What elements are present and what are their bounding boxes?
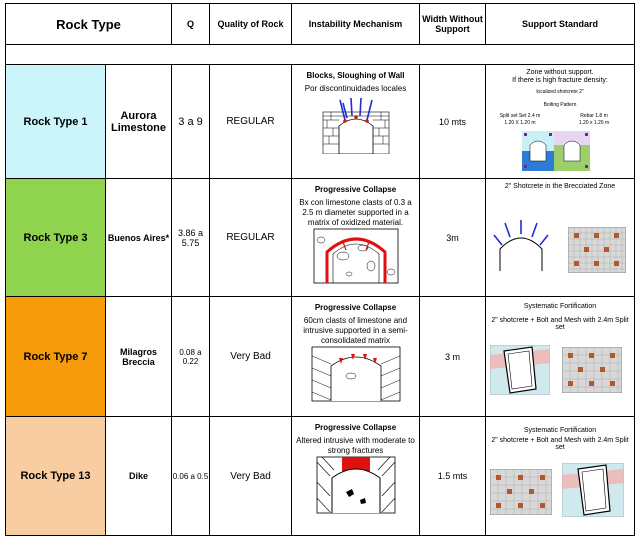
- support-cell: [486, 179, 635, 297]
- support-cell: [486, 297, 635, 417]
- block-sloughing-sketch: [321, 94, 391, 154]
- mechanism-description: Bx con limestone clasts of 0.3 a 2.5 m diameter supported in a matrix of oxidized material.: [299, 198, 412, 227]
- shotcrete-arch-sketch: [490, 219, 552, 271]
- q-cell: 3 a 9: [172, 65, 210, 179]
- support-line: 2" shotcrete + Bolt and Mesh with 2.4m Split set: [491, 437, 629, 451]
- rock-support-table: [5, 3, 635, 65]
- header-mechanism: Instability Mechanism: [292, 4, 420, 45]
- mesh-pattern-sketch: [568, 227, 626, 273]
- rock-name-cell: Buenos Aires*: [106, 179, 172, 297]
- mechanism-description: Altered intrusive with moderate to strong fractures: [296, 436, 415, 455]
- fractured-intrusive-sketch: [316, 456, 396, 514]
- split-set-spacing: 1.20 X 1.20 m: [504, 120, 536, 126]
- support-cell: [486, 417, 635, 536]
- rock-type-cell: Rock Type 3: [6, 179, 106, 297]
- quality-cell: REGULAR: [210, 65, 292, 179]
- header-row: [6, 4, 635, 45]
- split-set-label: Split set Set 2.4 m: [499, 113, 541, 119]
- semi-consolidated-collapse-sketch: [311, 346, 401, 402]
- support-line: Zone without support.: [526, 69, 594, 76]
- mesh-pattern-sketch: [490, 469, 552, 515]
- bolting-pattern-sketch: [522, 131, 590, 171]
- mechanism-cell: [292, 297, 420, 417]
- mechanism-cell: [292, 417, 420, 536]
- rebar-spacing: 1.20 x 1.20 m: [578, 120, 610, 126]
- mechanism-cell: [292, 179, 420, 297]
- support-line: localized shotcrete 2": [536, 89, 584, 95]
- mechanism-title: Progressive Collapse: [314, 303, 397, 312]
- spacer-row: [6, 45, 635, 66]
- mechanism-title: Progressive Collapse: [314, 423, 397, 432]
- header-width: Width Without Support: [420, 4, 486, 45]
- header-rock-type: Rock Type: [6, 4, 172, 45]
- rock-type-cell: Rock Type 7: [6, 297, 106, 417]
- rock-type-cell: Rock Type 1: [6, 65, 106, 179]
- table-row: [6, 297, 635, 417]
- header-support: Support Standard: [486, 4, 635, 45]
- q-cell: 0.06 a 0.5: [172, 417, 210, 536]
- bolt-mesh-plan-sketch: [490, 345, 550, 395]
- q-cell: 0.08 a 0.22: [172, 297, 210, 417]
- breccia-collapse-sketch: [313, 228, 399, 284]
- support-line: 2" shotcrete + Bolt and Mesh with 2.4m Split set: [491, 317, 629, 331]
- support-cell: [486, 65, 635, 179]
- table-row: [6, 65, 635, 179]
- width-cell: 3 m: [420, 297, 486, 417]
- quality-cell: Very Bad: [210, 297, 292, 417]
- rock-name-cell: Milagros Breccia: [106, 297, 172, 417]
- support-line: Systematic Fortification: [523, 427, 597, 434]
- support-line: If there is high fracture density:: [512, 77, 608, 84]
- q-cell: 3.86 a 5.75: [172, 179, 210, 297]
- rock-name-cell: Aurora Limestone: [106, 65, 172, 179]
- mesh-pattern-sketch: [562, 347, 622, 393]
- support-line: 2" Shotcrete in the Brecciated Zone: [504, 183, 616, 190]
- table-row: [6, 179, 635, 297]
- mechanism-title: Progressive Collapse: [314, 185, 397, 194]
- width-cell: 1.5 mts: [420, 417, 486, 536]
- bolt-mesh-plan-sketch: [562, 463, 624, 517]
- rock-type-cell: Rock Type 13: [6, 417, 106, 536]
- support-line: Systematic Fortification: [523, 303, 597, 310]
- mechanism-title: Blocks, Sloughing of Wall: [306, 71, 405, 80]
- rock-support-body: [5, 64, 635, 536]
- width-cell: 3m: [420, 179, 486, 297]
- quality-cell: Very Bad: [210, 417, 292, 536]
- support-line: Bolting Pattern: [543, 102, 577, 108]
- header-q: Q: [172, 4, 210, 45]
- table-row: [6, 417, 635, 536]
- header-quality: Quality of Rock: [210, 4, 292, 45]
- mechanism-description: 60cm clasts of limestone and intrusive supported in a semi-consolidated matrix: [303, 316, 408, 345]
- rock-name-cell: Dike: [106, 417, 172, 536]
- quality-cell: REGULAR: [210, 179, 292, 297]
- mechanism-cell: [292, 65, 420, 179]
- width-cell: 10 mts: [420, 65, 486, 179]
- rebar-label: Rebar 1.8 m: [580, 113, 608, 119]
- mechanism-description: Por discontinuidades locales: [304, 84, 407, 93]
